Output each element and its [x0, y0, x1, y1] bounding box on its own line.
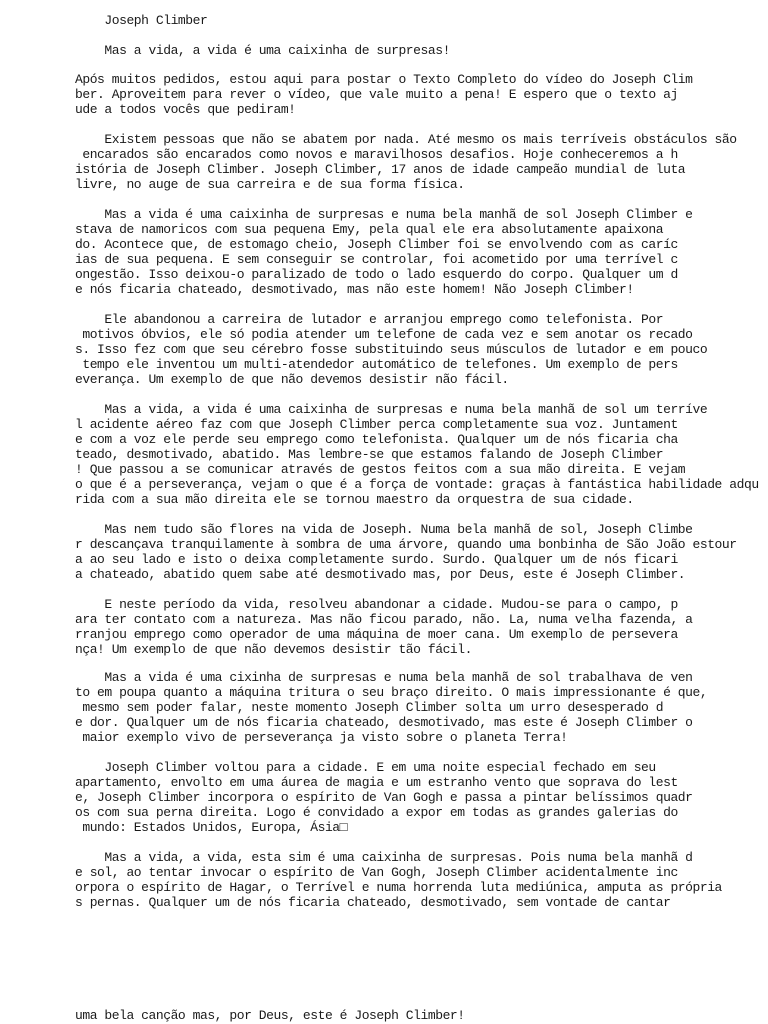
text-line: encarados são encarados como novos e maravilhosos desafios. Hoje conheceremos a h	[75, 147, 678, 162]
text-line: nça! Um exemplo de que não devemos desistir tão fácil.	[75, 642, 472, 657]
text-line: to em poupa quanto a máquina tritura o seu braço direito. O mais impressionante é que,	[75, 685, 708, 700]
text-line: rranjou emprego como operador de uma máquina de moer cana. Um exemplo de persevera	[75, 627, 678, 642]
text-line: Após muitos pedidos, estou aqui para postar o Texto Completo do vídeo do Joseph Clim	[75, 72, 693, 87]
text-line: a chateado, abatido quem sabe até desmotivado mas, por Deus, este é Joseph Climber.	[75, 567, 686, 582]
text-line: e dor. Qualquer um de nós ficaria chateado, desmotivado, mas este é Joseph Climber o	[75, 715, 693, 730]
text-line: Ele abandonou a carreira de lutador e arranjou emprego como telefonista. Por	[75, 312, 664, 327]
text-line: e nós ficaria chateado, desmotivado, mas não este homem! Não Joseph Climber!	[75, 282, 634, 297]
text-line: do. Acontece que, de estomago cheio, Joseph Climber foi se envolvendo com as caríc	[75, 237, 678, 252]
text-line: stava de namoricos com sua pequena Emy, pela qual ele era absolutamente apaixona	[75, 222, 664, 237]
text-line: motivos óbvios, ele só podia atender um telefone de cada vez e sem anotar os recado	[75, 327, 693, 342]
text-line: istória de Joseph Climber. Joseph Climber, 17 anos de idade campeão mundial de luta	[75, 162, 686, 177]
text-line: Existem pessoas que não se abatem por nada. Até mesmo os mais terríveis obstáculos são	[75, 132, 737, 147]
text-line: orpora o espírito de Hagar, o Terrível e numa horrenda luta mediúnica, amputa as própria	[75, 880, 722, 895]
text-line: s pernas. Qualquer um de nós ficaria chateado, desmotivado, sem vontade de cantar	[75, 895, 671, 910]
text-line: rida com a sua mão direita ele se tornou maestro da orquestra de sua cidade.	[75, 492, 634, 507]
text-line: ber. Aproveitem para rever o vídeo, que vale muito a pena! E espero que o texto aj	[75, 87, 678, 102]
text-line: e sol, ao tentar invocar o espírito de Van Gogh, Joseph Climber acidentalmente inc	[75, 865, 678, 880]
document-subtitle: Mas a vida, a vida é uma caixinha de surpresas!	[75, 43, 450, 58]
text-line: o que é a perseverança, vejam o que é a força de vontade: graças à fantástica habilidade adqu	[75, 477, 759, 492]
text-line: os com sua perna direita. Logo é convidado a expor em todas as grandes galerias do	[75, 805, 678, 820]
text-line: E neste período da vida, resolveu abandonar a cidade. Mudou-se para o campo, p	[75, 597, 678, 612]
text-line: ongestão. Isso deixou-o paralizado de todo o lado esquerdo do corpo. Qualquer um d	[75, 267, 678, 282]
text-line: e, Joseph Climber incorpora o espírito de Van Gogh e passa a pintar belíssimos quadr	[75, 790, 693, 805]
text-line: uma bela canção mas, por Deus, este é Joseph Climber!	[75, 1008, 465, 1023]
text-line: maior exemplo vivo de perseverança ja visto sobre o planeta Terra!	[75, 730, 568, 745]
text-line: ias de sua pequena. E sem conseguir se controlar, foi acometido por uma terrível c	[75, 252, 678, 267]
text-line: a ao seu lado e isto o deixa completamente surdo. Surdo. Qualquer um de nós ficari	[75, 552, 678, 567]
text-line: s. Isso fez com que seu cérebro fosse substituindo seus músculos de lutador e em pouco	[75, 342, 708, 357]
text-line: r descançava tranquilamente à sombra de uma árvore, quando uma bonbinha de São João estour	[75, 537, 737, 552]
text-line: mesmo sem poder falar, neste momento Joseph Climber solta um urro desesperado d	[75, 700, 664, 715]
text-line: ! Que passou a se comunicar através de gestos feitos com a sua mão direita. E vejam	[75, 462, 686, 477]
document-title: Joseph Climber	[75, 13, 208, 28]
text-line: teado, desmotivado, abatido. Mas lembre-se que estamos falando de Joseph Climber	[75, 447, 664, 462]
text-line: Mas a vida, a vida, esta sim é uma caixinha de surpresas. Pois numa bela manhã d	[75, 850, 693, 865]
text-line: Mas a vida, a vida é uma caixinha de surpresas e numa bela manhã de sol um terríve	[75, 402, 708, 417]
text-line: Mas a vida é uma caixinha de surpresas e numa bela manhã de sol Joseph Climber e	[75, 207, 693, 222]
text-line: livre, no auge de sua carreira e de sua forma física.	[75, 177, 465, 192]
text-line: l acidente aéreo faz com que Joseph Climber perca completamente sua voz. Juntament	[75, 417, 678, 432]
text-line: e com a voz ele perde seu emprego como telefonista. Qualquer um de nós ficaria cha	[75, 432, 678, 447]
text-line: mundo: Estados Unidos, Europa, Ásia□	[75, 820, 347, 835]
text-line: tempo ele inventou um multi-atendedor automático de telefones. Um exemplo de pers	[75, 357, 678, 372]
text-line: Mas nem tudo são flores na vida de Joseph. Numa bela manhã de sol, Joseph Climbe	[75, 522, 693, 537]
text-line: Joseph Climber voltou para a cidade. E em uma noite especial fechado em seu	[75, 760, 656, 775]
text-line: ude a todos vocês que pediram!	[75, 102, 296, 117]
text-line: everança. Um exemplo de que não devemos desistir não fácil.	[75, 372, 509, 387]
text-line: apartamento, envolto em uma áurea de magia e um estranho vento que soprava do lest	[75, 775, 678, 790]
text-line: ara ter contato com a natureza. Mas não ficou parado, não. La, numa velha fazenda, a	[75, 612, 693, 627]
text-line: Mas a vida é uma cixinha de surpresas e numa bela manhã de sol trabalhava de ven	[75, 670, 693, 685]
